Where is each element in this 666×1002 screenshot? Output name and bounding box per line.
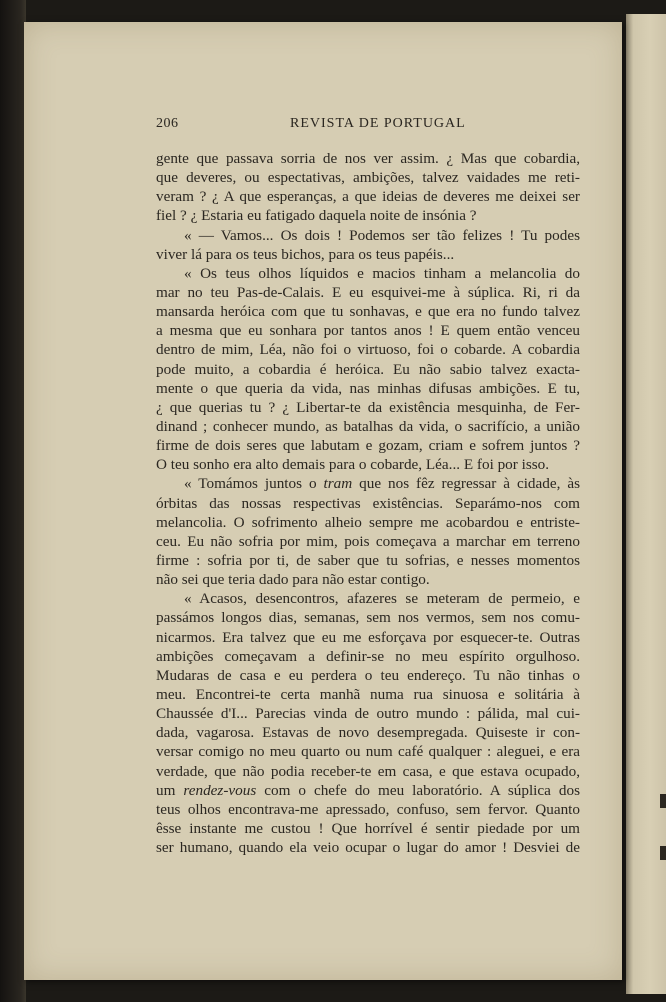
italic-term: tram: [323, 475, 353, 493]
text-line: « — Vamos... Os dois ! Podemos ser tão felizes ! Tu podes: [184, 226, 580, 244]
text-line: dinand ; conhecer mundo, as batalhas da vida, o sacrifício, a união: [156, 417, 580, 435]
adjacent-page-edge: [626, 14, 666, 994]
italic-term: rendez-vous: [183, 781, 257, 799]
text-line: êsse instante me custou ! Que horrível é sentir piedade por um: [156, 819, 580, 837]
text-line: versar comigo no meu quarto ou num café qualquer : aleguei, e era: [156, 743, 580, 761]
text-line: fiel ? ¿ Estaria eu fatigado daquela noite de insónia ?: [156, 207, 477, 225]
text-line: viver lá para os teus bichos, para os teus papéis...: [156, 245, 455, 263]
text-line: gente que passava sorria de nos ver assim. ¿ Mas que cobardia,: [156, 150, 580, 167]
text-segment: com o chefe do meu laboratório. A súplica dos: [256, 781, 580, 799]
adjacent-page-text-fragment: [660, 794, 666, 808]
text-line: O teu sonho era alto demais para o cobarde, Léa... E foi por isso.: [156, 456, 550, 474]
adjacent-page-text-fragment: [660, 846, 666, 860]
text-line: órbitas das nossas respectivas existências. Separámo-nos com: [156, 494, 580, 512]
scan-edge-left: [0, 0, 26, 1002]
text-line: passámos longos dias, semanas, sem nos vermos, sem nos comu-: [156, 609, 580, 627]
text-line: nicarmos. Era talvez que eu me esforçava por esquecer-te. Outras: [156, 628, 580, 646]
text-line: meu. Encontrei-te certa manhã numa rua sinuosa e solitária à: [156, 685, 580, 703]
page-number: 206: [156, 116, 179, 131]
text-line: teus olhos encontrava-me apressado, confuso, sem fervor. Quanto: [156, 800, 580, 818]
text-line: mansarda heróica com que tu sonhavas, e que era no fundo talvez: [156, 303, 580, 321]
running-head: REVISTA DE PORTUGAL: [290, 116, 466, 131]
text-line: mar no teu Pas-de-Calais. E eu esquivei-me à súplica. Ri, ri da: [156, 283, 580, 301]
text-line: [156, 781, 580, 800]
text-line: ser humano, quando ela veio ocupar o lugar do amor ! Desviei de: [156, 839, 580, 857]
text-line: « Os teus olhos líquidos e macios tinham a melancolia do: [184, 264, 580, 282]
text-line: « Acasos, desencontros, afazeres se meteram de permeio, e: [184, 590, 580, 608]
text-line: ceu. Eu não sofria por mim, pois começava a marchar em terreno: [156, 532, 580, 550]
text-line: dada, vagarosa. Estavas de novo desempregada. Quiseste ir con-: [156, 724, 580, 742]
text-segment: que nos fêz regressar à cidade, às: [352, 475, 580, 493]
text-segment: « Tomámos juntos o: [184, 475, 324, 493]
text-line: ambições começavam a definir-se no meu espírito orgulhoso.: [156, 647, 580, 665]
text-line: Chaussée d'I... Parecias vinda de outro mundo : pálida, mal cui-: [156, 705, 580, 723]
text-line: firme : sofria por ti, de saber que tu sofrias, e nesses momentos: [156, 551, 580, 569]
text-line: que deveres, ou espectativas, ambições, talvez vaidades me reti-: [156, 169, 580, 187]
text-line: a mesma que eu sonhara por tantos anos ! E quem então venceu: [156, 322, 580, 340]
body-text: [156, 149, 580, 857]
page-header: [156, 116, 580, 136]
text-line: veram ? ¿ A que esperanças, a que ideias de deveres me deixei ser: [156, 188, 580, 206]
text-line: firme de dois seres que labutam e gozam, criam e sofrem juntos ?: [156, 437, 580, 455]
text-line: mente o que queria da vida, nas minhas difusas ambições. E tu,: [156, 379, 580, 397]
text-line: melancolia. O sofrimento alheio sempre me acobardou e entriste-: [156, 513, 580, 531]
text-line: [156, 474, 580, 493]
text-line: não sei que teria dado para não estar contigo.: [156, 571, 430, 589]
text-line: dentro de mim, Léa, não foi o virtuoso, foi o cobarde. A cobardia: [156, 341, 580, 359]
text-segment: um: [156, 781, 184, 799]
text-line: pode muito, a cobardia é heróica. Eu não sabio talvez exacta-: [156, 360, 580, 378]
text-line: Mudaras de casa e eu perdera o teu endereço. Tu não tinhas o: [156, 666, 580, 684]
text-line: ¿ que querias tu ? ¿ Libertar-te da existência mesquinha, de Fer-: [156, 398, 580, 416]
text-line: verdade, que não podia receber-te em casa, e que estava ocupado,: [156, 762, 580, 780]
